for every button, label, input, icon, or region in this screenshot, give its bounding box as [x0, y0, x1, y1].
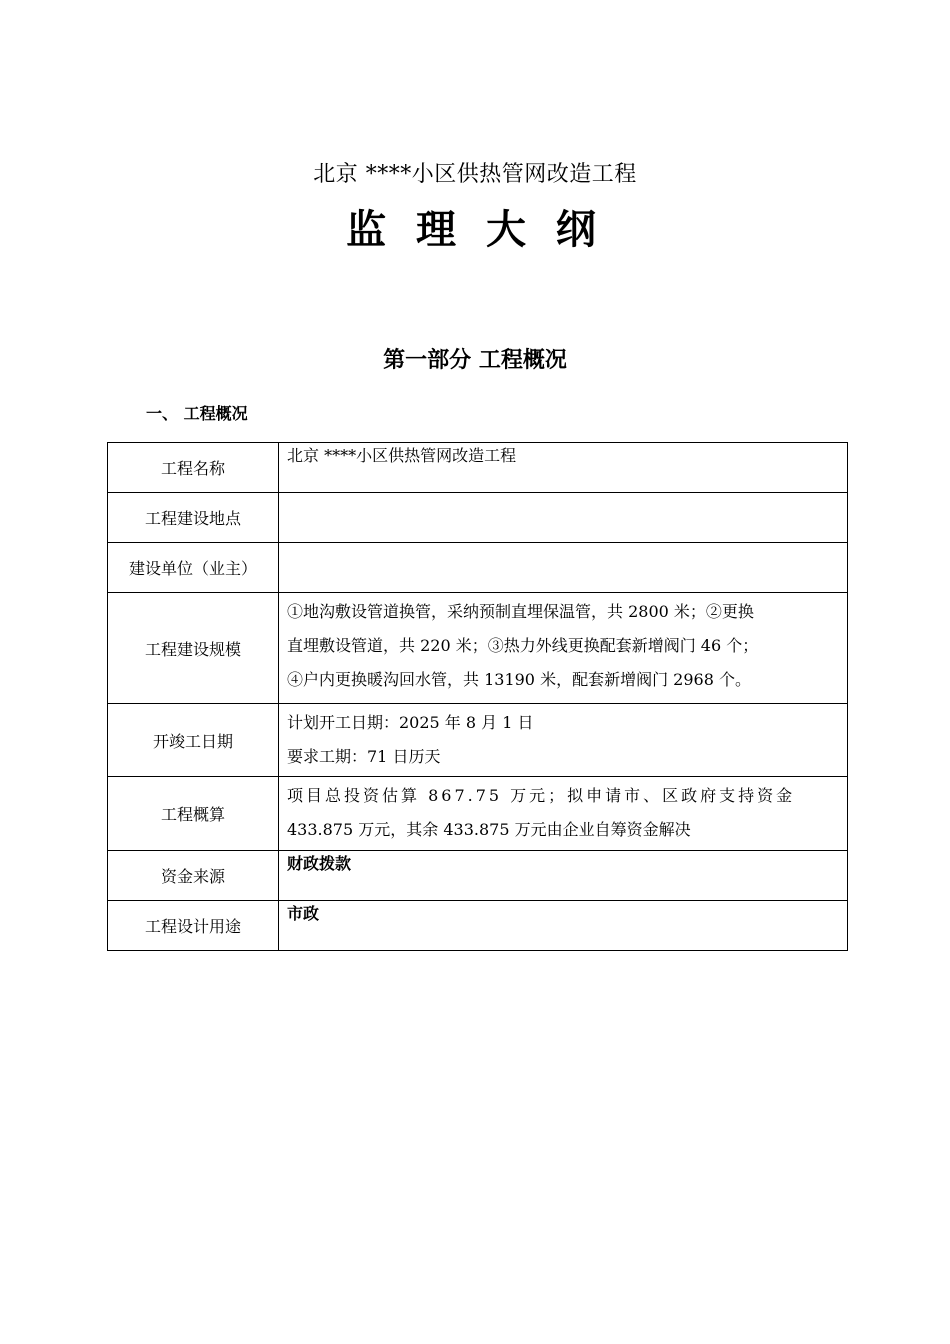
table-row	[108, 593, 848, 704]
value-line: 财政拨款	[287, 854, 352, 873]
value-line: 计划开工日期：2025 年 8 月 1 日	[287, 713, 534, 732]
row-value-dates	[279, 704, 848, 777]
row-value-usage	[279, 901, 848, 951]
document-subtitle: 北京 ****小区供热管网改造工程	[313, 162, 637, 187]
section-heading: 一、 工程概况	[146, 404, 248, 423]
value-line: 市政	[287, 904, 320, 923]
row-label-owner: 建设单位（业主）	[108, 543, 279, 593]
row-label-budget: 工程概算	[108, 777, 279, 851]
row-label-project-name: 工程名称	[108, 443, 279, 493]
row-value-project-name	[279, 443, 848, 493]
table-row	[108, 543, 848, 593]
value-line: 要求工期：71 日历天	[287, 747, 441, 766]
value-line: ④户内更换暖沟回水管，共 13190 米，配套新增阀门 2968 个。	[287, 670, 751, 689]
row-value-funding	[279, 851, 848, 901]
row-value-owner	[279, 543, 848, 593]
row-label-funding: 资金来源	[108, 851, 279, 901]
value-line: 直埋敷设管道，共 220 米；③热力外线更换配套新增阀门 46 个；	[287, 636, 759, 655]
row-value-scale	[279, 593, 848, 704]
value-line: 433.875 万元，其余 433.875 万元由企业自筹资金解决	[287, 820, 691, 839]
row-label-usage: 工程设计用途	[108, 901, 279, 951]
table-row	[108, 851, 848, 901]
document-title: 监 理 大 纲	[346, 207, 604, 253]
value-line: ①地沟敷设管道换管，采纳预制直埋保温管，共 2800 米；②更换	[287, 602, 754, 621]
table-row	[108, 443, 848, 493]
table-row	[108, 704, 848, 777]
table-row	[108, 901, 848, 951]
row-label-dates: 开竣工日期	[108, 704, 279, 777]
value-line: 北京 ****小区供热管网改造工程	[287, 446, 517, 465]
value-line: 项目总投资估算 867.75 万元；拟申请市、区政府支持资金	[287, 786, 796, 805]
row-label-scale: 工程建设规模	[108, 593, 279, 704]
part-title: 第一部分 工程概况	[383, 348, 567, 373]
table-row	[108, 777, 848, 851]
row-label-location: 工程建设地点	[108, 493, 279, 543]
row-value-location	[279, 493, 848, 543]
project-overview-table	[107, 442, 848, 951]
row-value-budget	[279, 777, 848, 851]
table-row	[108, 493, 848, 543]
